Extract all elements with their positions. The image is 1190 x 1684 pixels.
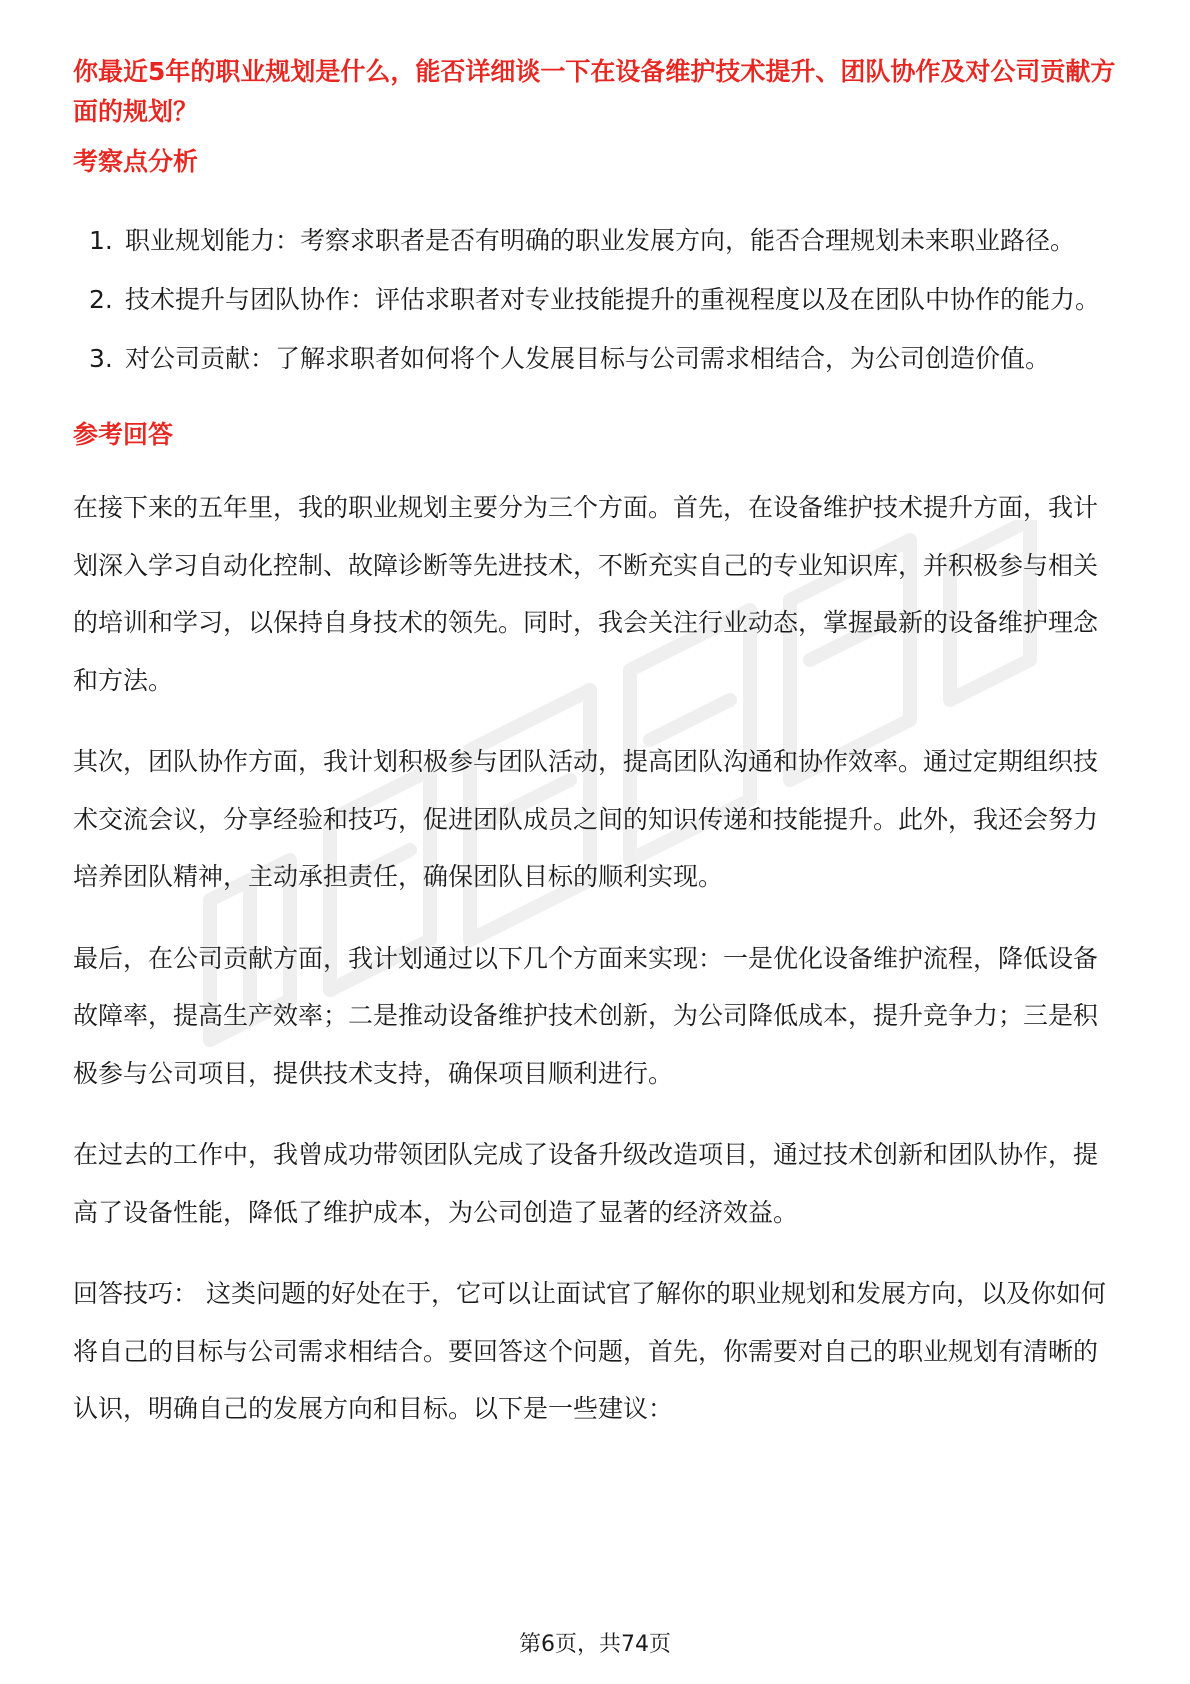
content-area	[73, 52, 1118, 1438]
answer-paragraph: 其次，团队协作方面，我计划积极参与团队活动，提高团队沟通和协作效率。通过定期组织技术交流会议，分享经验和技巧，促进团队成员之间的知识传递和技能提升。此外，我还会努力培养团队精神，主动承担责任，确保团队目标的顺利实现。	[73, 747, 1099, 891]
analysis-point	[73, 330, 1118, 387]
answer-paragraph: 在接下来的五年里，我的职业规划主要分为三个方面。首先，在设备维护技术提升方面，我计划深入学习自动化控制、故障诊断等先进技术，不断充实自己的专业知识库，并积极参与相关的培训和学习，以保持自身技术的领先。同时，我会关注行业动态，掌握最新的设备维护理念和方法。	[73, 493, 1099, 695]
answer-section-title: 参考回答	[73, 420, 174, 449]
analysis-point	[73, 212, 1118, 269]
page-number-footer: 第6页，共74页	[519, 1632, 671, 1657]
analysis-point-text: 技术提升与团队协作：评估求职者对专业技能提升的重视程度以及在团队中协作的能力。	[125, 285, 1101, 314]
analysis-point	[73, 271, 1118, 328]
analysis-point-number: 1.	[89, 226, 113, 255]
analysis-point-number: 2.	[89, 285, 113, 314]
question-heading: 你最近5年的职业规划是什么，能否详细谈一下在设备维护技术提升、团队协作及对公司贡献方面的规划？	[73, 57, 1116, 126]
analysis-points-list	[73, 212, 1118, 387]
analysis-point-number: 3.	[89, 344, 113, 373]
analysis-point-text: 对公司贡献：了解求职者如何将个人发展目标与公司需求相结合，为公司创造价值。	[125, 344, 1051, 373]
answer-tips-paragraph: 回答技巧： 这类问题的好处在于，它可以让面试官了解你的职业规划和发展方向，以及你如何将自己的目标与公司需求相结合。要回答这个问题，首先，你需要对自己的职业规划有清晰的认识，明确自己的发展方向和目标。以下是一些建议：	[73, 1279, 1106, 1423]
analysis-section-title: 考察点分析	[73, 147, 199, 176]
analysis-point-text: 职业规划能力：考察求职者是否有明确的职业发展方向，能否合理规划未来职业路径。	[125, 226, 1076, 255]
answer-paragraph: 最后，在公司贡献方面，我计划通过以下几个方面来实现：一是优化设备维护流程，降低设备故障率，提高生产效率；二是推动设备维护技术创新，为公司降低成本，提升竞争力；三是积极参与公司项目，提供技术支持，确保项目顺利进行。	[73, 943, 1099, 1088]
answer-paragraph: 在过去的工作中，我曾成功带领团队完成了设备升级改造项目，通过技术创新和团队协作，提高了设备性能，降低了维护成本，为公司创造了显著的经济效益。	[73, 1140, 1099, 1227]
